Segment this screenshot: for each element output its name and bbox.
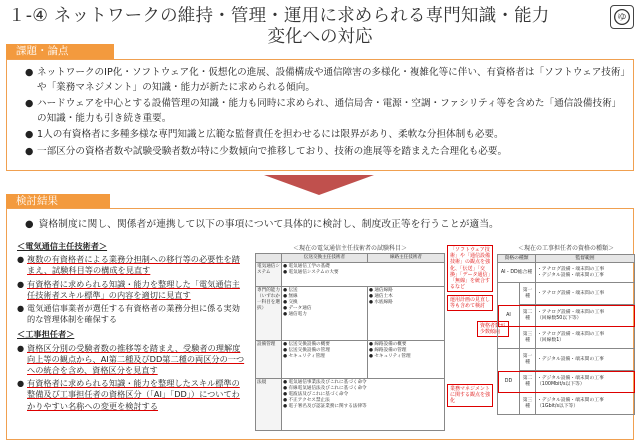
table-cell: ● 電気通信工学の基礎 ● 電気通信システムの大要 <box>282 263 445 287</box>
title-line-1: １-④ ネットワークの維持・管理・運用に求められる専門知識・能力 <box>8 6 550 26</box>
bullet-icon: ● <box>25 219 34 230</box>
left-item: ● 電気通信事業者が選任する有資格者の業務分担に係る実効的な管理体制を確保する <box>17 303 240 325</box>
left-item: ● 複数の有資格者による業務分担制への移行等の必要性を踏まえ、試験科目等の構成を見直す <box>17 254 240 276</box>
left-heading-installer: ＜工事担任者＞ <box>17 329 75 340</box>
issue-item-1: ● ネットワークのIP化・ソフトウェア化・仮想化の進展、設備構成や通信障害の多様化・複雑化等に伴い、有資格者は「ソフトウェア技術」や「業務マネジメント」の知識・能力が新たに求められる傾向。 <box>25 67 626 93</box>
title-line-2: 変化への対応 <box>267 27 373 47</box>
qual-scope: ・アナログ設備・端末間の工事 （回線数1） <box>536 327 635 349</box>
table-cell: ● 電気通信事業法及びこれに基づく命令 ● 有線電気通信法及びこれに基づく命令 ● 電波法及びこれに基づく命令 ● 不正アクセス禁止法 ● 電子署名及び認証業務に関する法律等 <box>282 379 445 431</box>
bullet-icon: ● <box>25 129 34 141</box>
col-header: 監督範囲 <box>536 255 635 263</box>
qual-scope: ・デジタル設備・端末間の工事 （100Mbit/s以下等） <box>536 371 635 393</box>
study-box <box>6 208 634 440</box>
installer-table-caption: ＜現在の工事担任者の資格の種類＞ <box>517 245 614 252</box>
col-header: 伝送交換主任技術者 <box>282 254 368 263</box>
qual-class: 第二種 <box>520 305 536 327</box>
left-item: ● 資格区分別の受験者数の推移等を踏まえ、受験者の理解度向上等の観点から、AI第二種及びDD第二種の両区分の一つへの統合を含め、資格区分を見直す <box>17 342 245 376</box>
table-cell: ● 線路設備の概要 ● 線路設備の管理 ● セキュリティ管理 <box>367 341 444 379</box>
note-management: 業務マネジメントに関する観点を強化 <box>447 384 493 407</box>
issues-box <box>6 59 634 171</box>
qual-scope: ・デジタル設備・端末間の工事 （1Gbit/s以下等） <box>536 393 635 415</box>
issues-tag: 課題・論点 <box>6 44 114 59</box>
qual-class: 第三種 <box>520 327 536 349</box>
logo-icon <box>610 5 634 29</box>
qual-scope: ・アナログ設備・端末間の工事 （回線数50以下等） <box>536 305 635 327</box>
qual-group: AI・DD総合種 <box>498 263 536 283</box>
down-arrow-icon <box>264 175 374 195</box>
bullet-icon: ● <box>25 145 34 157</box>
qual-class: 第二種 <box>520 371 536 393</box>
qual-group: DD <box>498 349 520 415</box>
table-cell: ● 伝送交換設備の概要 ● 伝送交換設備の管理 ● セキュリティ管理 <box>282 341 368 379</box>
study-left-panel <box>17 239 247 412</box>
installer-qualification-table <box>497 243 635 415</box>
note-few-holders: 資格者数が少数傾向 <box>477 321 509 337</box>
row-label: 法規 <box>256 379 282 431</box>
exam-subjects-table <box>255 243 445 439</box>
row-label: 専門的能力（いずれか一科目を選択） <box>256 287 282 341</box>
qual-group: AI <box>498 283 520 349</box>
logo-label: ゆ <box>617 12 627 24</box>
qual-scope: ・アナログ設備・端末間の工事 <box>536 283 635 305</box>
row-label: 電気通信システム <box>256 263 282 287</box>
note-operation: 運用計画の見直し等も含めて検討 <box>447 295 493 311</box>
issue-item-4: ● 一部区分の資格者数や試験受験者数が特に少数傾向で推移しており、技術の進展等を踏まえた合理化も必要。 <box>25 145 627 160</box>
note-software: 「ソフトウェア技術」や「通信設備技術」の観点を強化、「伝送」「交換」「データ通信」「無線」を統合するなど <box>447 245 493 292</box>
study-lead: ● 資格制度に関し、関係者が連携して以下の事項について具体的に検討し、制度改正等を行うことが適当。 <box>25 219 499 230</box>
qual-class: 第三種 <box>520 393 536 415</box>
table-cell: ● 伝送 ● 無線 ● 交換 ● データ通信 ● 通信電力 <box>282 287 368 341</box>
corner-cell <box>256 254 282 263</box>
left-item: ● 有資格者に求められる知識・能力を整理した「電気通信主任技術者スキル標準」の内容を適切に見直す <box>17 278 240 300</box>
row-label: 設備管理 <box>256 341 282 379</box>
exam-table-caption: ＜現在の電気通信主任技術者の試験科目＞ <box>292 245 407 252</box>
table-cell: ● 通信線路 ● 通信土木 ● 水底線路 <box>367 287 444 341</box>
issue-item-2: ● ハードウェアを中心とする設備管理の知識・能力も同時に求められ、通信局舎・電源・空調・ファシリティ等を含めた「通信設備技術」の知識・能力も引き続き重要。 <box>25 98 622 124</box>
study-tag: 検討結果 <box>6 194 110 209</box>
qual-class: 第一種 <box>520 283 536 305</box>
qual-scope: ・デジタル設備・端末間の工事 <box>536 349 635 371</box>
bullet-icon: ● <box>25 67 34 78</box>
issue-item-3: ● 1人の有資格者に多種多様な専門知識と広範な監督責任を担わせるには限界があり、柔軟な分担体制も必要。 <box>25 128 627 143</box>
bullet-icon: ● <box>25 98 34 110</box>
qual-class: 第一種 <box>520 349 536 371</box>
qual-scope: ・アナログ設備・端末間の工事 ・デジタル設備・端末間の工事 <box>536 263 635 283</box>
left-heading-chief: ＜電気通信主任技術者＞ <box>17 241 108 251</box>
col-header: 資格の種類 <box>498 255 536 263</box>
left-item: ● 有資格者に求められる知識・能力を整理したスキル標準の整備及び工事担任者の資格区分（「AI」「DD」）についてわかりやすい名称への変更を検討する <box>17 378 240 411</box>
col-header: 線路主任技術者 <box>367 254 444 263</box>
